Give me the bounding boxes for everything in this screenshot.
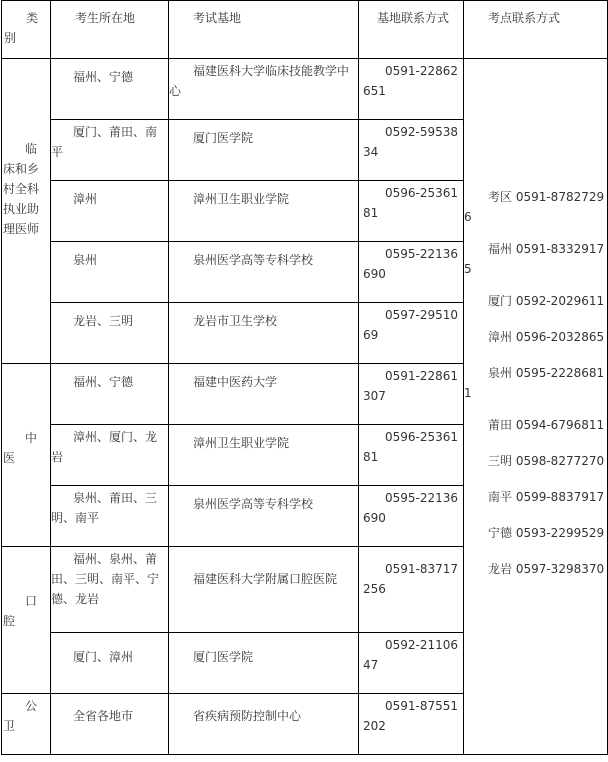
category-cell: 口腔 [2,547,51,694]
site-cell: 福建中医药大学 [169,364,359,425]
location-cell: 漳州、厦门、龙岩 [51,425,169,486]
phone-cell: 0596-2536181 [359,181,464,242]
location-cell: 漳州 [51,181,169,242]
exam-contact-line: 漳州 0596-2032865 [488,330,605,344]
site-cell: 福建医科大学附属口腔医院 [169,547,359,633]
phone-cell: 0592-2110647 [359,633,464,694]
location-cell: 福州、宁德 [51,364,169,425]
site-cell: 龙岩市卫生学校 [169,303,359,364]
location-cell: 全省各地市 [51,694,169,755]
site-cell: 省疾病预防控制中心 [169,694,359,755]
location-cell: 龙岩、三明 [51,303,169,364]
site-cell: 福建医科大学临床技能教学中心 [169,59,359,120]
phone-cell: 0592-5953834 [359,120,464,181]
exam-contact-line: 三明 0598-8277270 [488,454,605,468]
location-cell: 厦门、漳州 [51,633,169,694]
location-cell: 厦门、莆田、南平 [51,120,169,181]
phone-cell: 0591-22861307 [359,364,464,425]
table-row [2,59,608,120]
category-cell: 临床和乡村全科执业助理医师 [2,59,51,364]
location-cell: 泉州、莆田、三明、南平 [51,486,169,547]
exam-contact-line: 莆田 0594-6796811 [488,418,605,432]
header-exam-contact: 考点联系方式 [464,1,608,59]
phone-cell: 0591-83717256 [359,547,464,633]
exam-contact-line: 龙岩 0597-3298370 [488,562,605,576]
phone-cell: 0597-2951069 [359,303,464,364]
header-location: 考生所在地 [51,1,169,59]
site-cell: 厦门医学院 [169,120,359,181]
category-cell: 中医 [2,364,51,547]
phone-cell: 0596-2536181 [359,425,464,486]
category-cell: 公卫 [2,694,51,755]
site-cell: 漳州卫生职业学院 [169,425,359,486]
site-cell: 泉州医学高等专科学校 [169,486,359,547]
exam-contact-line: 厦门 0592-2029611 [488,294,605,308]
exam-contact-line: 福州 0591-83329175 [464,242,605,276]
location-cell: 泉州 [51,242,169,303]
exam-contact-line: 南平 0599-8837917 [488,490,605,504]
exam-contact-line: 宁德 0593-2299529 [488,526,605,540]
table-header-row [2,1,608,59]
exam-contact-line: 泉州 0595-22286811 [464,366,605,400]
exam-contact-line: 考区 0591-87827296 [464,190,605,224]
site-cell: 泉州医学高等专科学校 [169,242,359,303]
site-cell: 厦门医学院 [169,633,359,694]
phone-cell: 0591-22862651 [359,59,464,120]
header-category: 类别 [2,1,51,59]
location-cell: 福州、宁德 [51,59,169,120]
header-site-contact: 基地联系方式 [359,1,464,59]
phone-cell: 0595-22136690 [359,242,464,303]
phone-cell: 0595-22136690 [359,486,464,547]
location-cell: 福州、泉州、莆田、三明、南平、宁德、龙岩 [51,547,169,633]
site-cell: 漳州卫生职业学院 [169,181,359,242]
phone-cell: 0591-87551202 [359,694,464,755]
exam-sites-table [1,0,608,755]
header-site: 考试基地 [169,1,359,59]
exam-contacts-cell [464,59,608,755]
